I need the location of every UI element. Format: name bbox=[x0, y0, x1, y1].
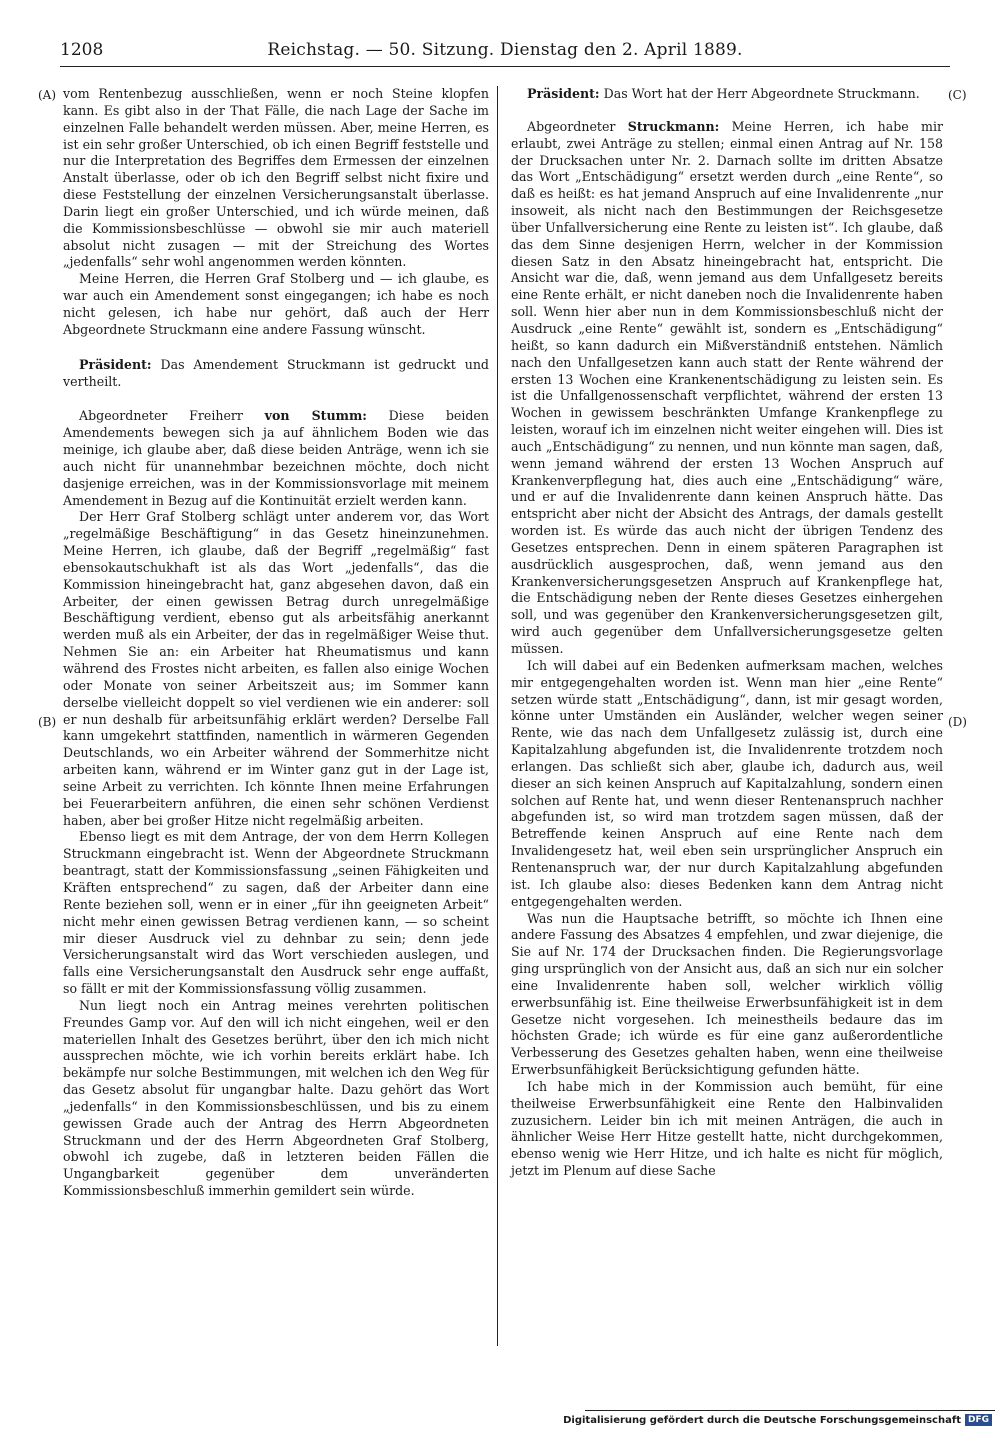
margin-label-b: (B) bbox=[38, 715, 57, 729]
speaker-name: von Stumm: bbox=[264, 408, 367, 424]
right-column bbox=[511, 86, 943, 1180]
running-title: Reichstag. — 50. Sitzung. Dienstag den 2. April 1889. bbox=[267, 40, 743, 60]
margin-label-c: (C) bbox=[948, 88, 967, 102]
paragraph-speech: Abgeordneter Freiherr von Stumm: Diese beiden Amendements bewegen sich ja auf ähnlichem Boden wie das meinige, ich glaube aber, daß diese beiden Anträge, wenn ich sie auch nicht für unannehmbar bezeichnen möchte, doch nicht dasjenige erreichen, was in der Kommissionsvorlage mit meinem Amendement in Bezug auf die Kontinuität erzielt werden kann. bbox=[63, 408, 489, 508]
paragraph: Meine Herren, die Herren Graf Stolberg und — ich glaube, es war auch ein Amendement sonst eingegangen; ich habe es noch nicht gelesen, ich habe nur gehört, daß auch der Herr Abgeordnete Struckmann eine andere Fassung wünscht. bbox=[63, 271, 489, 337]
dfg-logo: DFG bbox=[965, 1414, 992, 1426]
left-column bbox=[63, 86, 489, 1200]
footer-credit-text: Digitalisierung gefördert durch die Deutsche Forschungsgemeinschaft bbox=[563, 1414, 961, 1426]
margin-label-a: (A) bbox=[38, 88, 57, 102]
footer-rule bbox=[585, 1410, 995, 1411]
paragraph: Ebenso liegt es mit dem Antrage, der von dem Herrn Kollegen Struckmann eingebracht ist. Wenn der Abgeordnete Struckmann beantragt, statt der Kommissionsfassung „seinen Fähigkeiten und Kräften entsprechend“ zu sagen, daß der Arbeiter dann eine Rente beziehen soll, wenn er in einer „für ihn geeigneten Arbeit“ nicht mehr einen gewissen Betrag verdienen kann, — so scheint mir dieser Ausdruck viel zu dehnbar zu sein; denn jede Versicherungsanstalt wird das Wort verschieden auslegen, und falls eine Versicherungsanstalt den Ausdruck sehr enge auffaßt, so fällt er mit der Kommissionsfassung völlig zusammen. bbox=[63, 829, 489, 997]
column-divider bbox=[497, 86, 498, 1346]
paragraph-speech: Abgeordneter Struckmann: Meine Herren, ich habe mir erlaubt, zwei Anträge zu stellen; einmal einen Antrag auf Nr. 158 der Drucksachen unter Nr. 2. Darnach sollte im dritten Absatze das Wort „Entschädigung“ ersetzt werden durch „eine Rente“, so daß es heißt: es hat jemand Anspruch auf eine Invalidenrente „nur insoweit, als nicht nach den Bestimmungen der Reichsgesetze über Unfallversicherung eine Rente zu leisten ist“. Ich glaube, daß das dem Sinne desjenigen Herrn, welcher in der Kommission diesen Satz in den Absatz hineingebracht hat, entspricht. Die Ansicht war die, daß, wenn jemand aus dem Unfallgesetz bereits eine Rente erhält, er nicht daneben noch die Invalidenrente haben soll. Wenn hier aber nun in dem Kommissionsbeschluß nicht der Ausdruck „eine Rente“ gewählt ist, sondern es „Entschädigung“ heißt, so kann dadurch ein Mißverständniß entstehen. Nämlich nach den Unfallgesetzen kann auch statt der Rente während der ersten 13 Wochen eine Krankenentschädigung zu leisten sein. Es ist die Unfallgenossenschaft verpflichtet, während der ersten 13 Wochen in gewissem beschränkten Umfange Krankenpflege zu leisten, worauf ich im einzelnen nicht weiter eingehen will. Dies ist auch „Entschädigung“ zu nennen, und nun könnte man sagen, daß, wenn jemand während der ersten 13 Wochen Anspruch auf Krankenverpflegung hat, dies auch eine „Entschädigung“ wäre, und er auf die Invalidenrente dann keinen Anspruch hätte. Das entspricht aber nicht der Absicht des Antrags, der damals gestellt worden ist. Es würde das auch nicht der übrigen Tendenz des Gesetzes entsprechen. Denn in einem späteren Paragraphen ist ausdrücklich ausgesprochen, daß, wenn jemand aus den Krankenversicherungsgesetzen Anspruch auf Krankenpflege hat, die Entschädigung neben der Rente dieses Gesetzes einhergehen soll, und was gegenüber den Krankenversicherungsgesetzen gilt, wird auch gegenüber dem Unfallversicherungsgesetze gelten müssen. bbox=[511, 118, 944, 656]
margin-label-d: (D) bbox=[948, 715, 967, 729]
paragraph-president: Präsident: Das Amendement Struckmann ist gedruckt und vertheilt. bbox=[63, 356, 489, 389]
paragraph: Ich habe mich in der Kommission auch bemüht, für eine theilweise Erwerbsunfähigkeit eine Rente den Halbinvaliden zuzusichern. Leider bin ich mit meinen Anträgen, die auch in ähnlicher Weise Herr Hitze gestellt hatte, nicht durchgekommen, ebenso wenig wie Herr Hitze, und ich halte es nicht für möglich, jetzt im Plenum auf diese Sache bbox=[511, 1078, 943, 1179]
paragraph: Nun liegt noch ein Antrag meines verehrten politischen Freundes Gamp vor. Auf den will ich nicht eingehen, weil er den materiellen Inhalt des Gesetzes berührt, über den ich mich nicht aussprechen möchte, wie ich vorhin bereits erklärt habe. Ich bekämpfe nur solche Bestimmungen, mit welchen ich den Weg für das Gesetz absolut für ungangbar halte. Dazu gehört das Wort „jedenfalls“ in den Kommissionsbeschlüssen, und bis zu einem gewissen Grade auch der Antrag des Herrn Abgeordneten Struckmann und der des Herrn Abgeordneten Graf Stolberg, obwohl ich zugebe, daß in letzteren beiden Fällen die Ungangbarkeit gegenüber dem unveränderten Kommissionsbeschluß immerhin gemildert sein würde. bbox=[63, 997, 489, 1199]
speaker-name: Struckmann: bbox=[627, 118, 720, 134]
page-header bbox=[60, 40, 950, 64]
paragraph: Ich will dabei auf ein Bedenken aufmerksam machen, welches mir entgegengehalten worden ist. Wenn man hier „eine Rente“ setzen würde statt „Entschädigung“, dann, ist mir gesagt worden, könne unter Umständen ein Ausländer, welcher wegen seiner Rente, wie das nach dem Unfallgesetz zulässig ist, durch eine Kapitalzahlung abgefunden ist, die Invalidenrente trotzdem noch erlangen. Das schließt sich aber, glaube ich, dadurch aus, weil dieser an sich keinen Anspruch auf Kapitalzahlung, sondern einen solchen auf Rente hat, und wenn dieser Rentenanspruch nachher abgefunden ist, so wird man trotzdem sagen müssen, daß der Betreffende keinen Anspruch auf eine Rente nach dem Invalidengesetz hat, weil eben sein ursprünglicher Anspruch ein Rentenanspruch war, der nur durch Kapitalzahlung abgefunden ist. Ich glaube also: dieses Bedenken kann dem Antrag nicht entgegengehalten werden. bbox=[511, 657, 943, 909]
page-number: 1208 bbox=[60, 40, 104, 60]
header-rule bbox=[60, 66, 950, 67]
speaker-name: Präsident: bbox=[79, 356, 152, 372]
paragraph: Der Herr Graf Stolberg schlägt unter anderem vor, das Wort „regelmäßige Beschäftigung“ in das Gesetz hineinzunehmen. Meine Herren, ich glaube, daß der Begriff „regelmäßig“ fast ebensokautschukhaft ist als das Wort „jedenfalls“, das die Kommission hineingebracht hat, ganz abgesehen davon, daß ein Arbeiter, der einen gewissen Betrag durch unregelmäßige Beschäftigung verdient, ebenso gut als arbeitsfähig anerkannt werden muß als ein Arbeiter, der das in regelmäßiger Weise thut. Nehmen Sie an: ein Arbeiter hat Rheumatismus und kann während des Frostes nicht arbeiten, es fallen also einige Wochen oder Monate von seiner Arbeitszeit aus; im Sommer kann derselbe vielleicht doppelt so viel verdienen wie ein anderer: soll er nun deshalb für arbeitsunfähig erklärt werden? Derselbe Fall kann umgekehrt stattfinden, namentlich in wärmeren Gegenden Deutschlands, wo ein Arbeiter während der Sommerhitze nicht arbeiten kann, während er im Winter ganz gut in der Lage ist, seine Arbeit zu verrichten. Ich könnte Ihnen meine Erfahrungen bei Feuerarbeitern anführen, die einen sehr schönen Verdienst haben, aber bei großer Hitze nicht regelmäßig arbeiten. bbox=[63, 509, 489, 828]
paragraph: vom Rentenbezug ausschließen, wenn er noch Steine klopfen kann. Es gibt also in der That Fälle, die nach Lage der Sache im einzelnen Falle behandelt werden müssen. Aber, meine Herren, es ist ein sehr großer Unterschied, ob ich einen Begriff feststelle und nur die Interpretation des Begriffes dem Ermessen der einzelnen Anstalt überlasse, oder ob ich den Begriff selbst nicht fixire und diese Feststellung der einzelnen Versicherungsanstalt überlasse. Darin liegt ein großer Unterschied, und ich würde meinen, daß die Kommissionsbeschlüsse — obwohl sie mir auch materiell absolut nicht zusagen — mit der Streichung des Wortes „jedenfalls“ sehr wohl angenommen werden könnten. bbox=[63, 86, 489, 270]
footer-credit bbox=[563, 1414, 992, 1426]
paragraph-president: Präsident: Das Wort hat der Herr Abgeordnete Struckmann. bbox=[527, 86, 920, 101]
speaker-name: Präsident: bbox=[527, 86, 600, 101]
paragraph: Was nun die Hauptsache betrifft, so möchte ich Ihnen eine andere Fassung des Absatzes 4 empfehlen, und zwar diejenige, die Sie auf Nr. 174 der Drucksachen finden. Die Regierungsvorlage ging ursprünglich von der Ansicht aus, daß an sich nur ein solcher eine Invalidenrente haben soll, welcher wirklich völlig erwerbsunfähig ist. Eine theilweise Erwerbsunfähigkeit ist in dem Gesetze nicht vorgesehen. Ich meinestheils bedaure das im höchsten Grade; ich würde es für eine ganz außerordentliche Verbesserung des Gesetzes gehalten haben, wenn eine theilweise Erwerbsunfähigkeit Berücksichtigung gefunden hätte. bbox=[511, 910, 943, 1078]
